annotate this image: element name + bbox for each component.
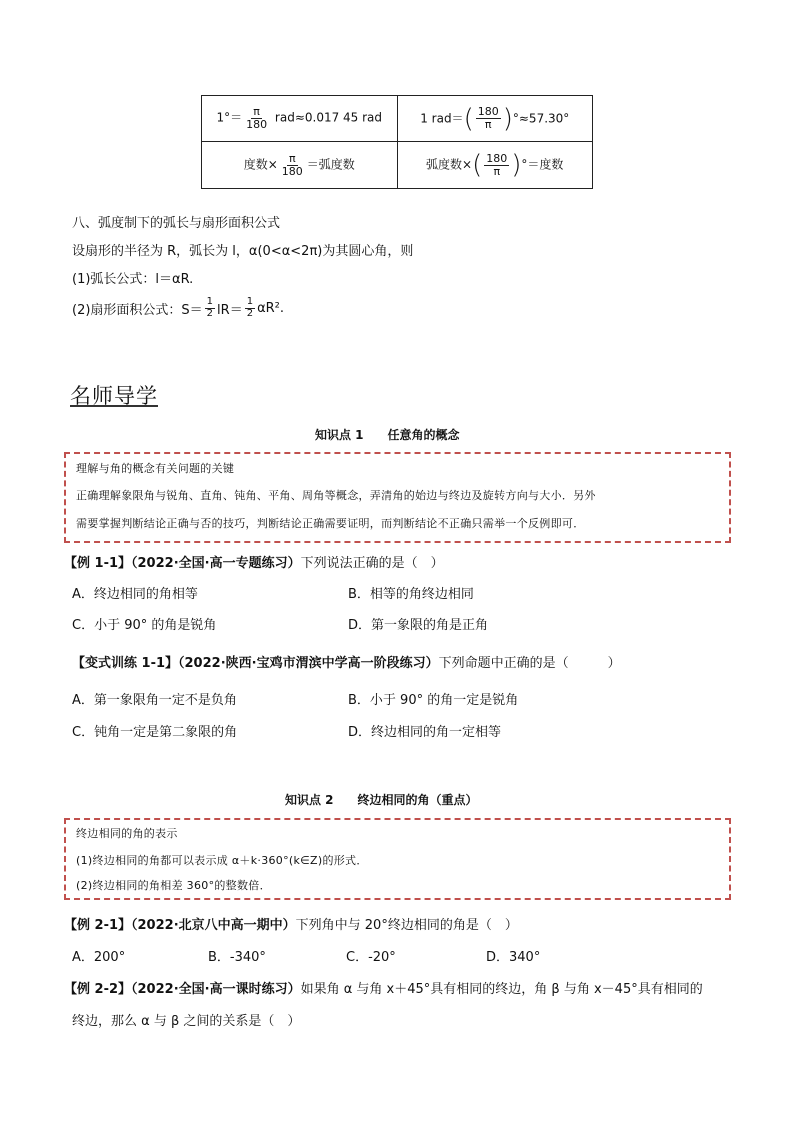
cell-text: °＝度数 xyxy=(521,157,564,172)
denominator: 2 xyxy=(246,307,254,319)
example-source: （2022·全国·高一课时练习） xyxy=(131,982,301,997)
section8-heading: 八、弧度制下的弧长与扇形面积公式 xyxy=(72,216,281,231)
option-d: D．第一象限的角是正角 xyxy=(348,618,489,633)
cell-text: °≈57.30° xyxy=(512,111,570,125)
option-b: B．小于 90° 的角一定是锐角 xyxy=(348,693,519,708)
example-question: 下列命题中正确的是（ ） xyxy=(438,656,621,671)
cell-text: 度数× xyxy=(243,157,278,172)
formula-text: αR². xyxy=(257,300,285,316)
option-c: C．钝角一定是第二象限的角 xyxy=(72,725,238,740)
cell-degree-formula xyxy=(202,142,398,189)
kp2-title: 知识点 2 终边相同的角（重点） xyxy=(285,793,478,807)
example-tag: 【变式训练 1-1】 xyxy=(72,656,179,671)
example-2-1 xyxy=(64,914,518,933)
denominator: 180 xyxy=(281,164,303,178)
cell-text: 1°＝ xyxy=(216,111,243,125)
option-b: B．-340° xyxy=(208,950,266,965)
fraction-half xyxy=(205,297,215,319)
kp2-box-text1: (1)终边相同的角都可以表示成 α＋k·360°(k∈Z)的形式． xyxy=(76,854,368,867)
example-source: （2022·全国·高一专题练习） xyxy=(131,556,301,571)
kp1-box-text1: 正确理解象限角与锐角、直角、钝角、平角、周角等概念，弄清角的始边与终边及旋转方向与大小．另外 xyxy=(76,489,596,502)
example-2-2 xyxy=(64,978,703,997)
kp2-box-text2: (2)终边相同的角相差 360°的整数倍． xyxy=(76,879,271,892)
denominator: 2 xyxy=(206,307,214,319)
numerator: 180 xyxy=(486,151,508,165)
cell-text: rad≈0.017 45 rad xyxy=(271,111,383,125)
example-tag: 【例 2-2】 xyxy=(64,982,132,997)
title-underline xyxy=(70,405,158,407)
numerator: 1 xyxy=(206,296,214,307)
variant-1-1 xyxy=(72,652,621,671)
formula-text: lR＝ xyxy=(217,302,243,318)
example-source: （2022·北京八中高一期中） xyxy=(131,918,296,933)
fraction-half xyxy=(245,297,255,319)
example-question: 下列说法正确的是（ ） xyxy=(300,556,444,571)
option-a: A．200° xyxy=(72,950,126,965)
example-source: （2022·陕西·宝鸡市渭滨中学高一阶段练习） xyxy=(178,656,439,671)
option-c: C．小于 90° 的角是锐角 xyxy=(72,618,217,633)
fraction xyxy=(484,153,509,177)
option-a: A．终边相同的角相等 xyxy=(72,587,198,602)
numerator: π xyxy=(288,151,296,165)
example-tag: 【例 1-1】 xyxy=(64,556,132,571)
numerator: π xyxy=(253,105,260,119)
section-title: 名师导学 xyxy=(70,384,158,408)
kp1-title: 知识点 1 任意角的概念 xyxy=(315,428,460,442)
fraction xyxy=(244,106,269,130)
option-d: D．340° xyxy=(486,950,541,965)
kp1-box-text2: 需要掌握判断结论正确与否的技巧，判断结论正确需要证明，而判断结论不正确只需举一个反例即可． xyxy=(76,517,585,530)
cell-degree-to-rad xyxy=(202,96,398,142)
option-d: D．终边相同的角一定相等 xyxy=(348,725,502,740)
fraction xyxy=(476,106,501,130)
section8-line1: 设扇形的半径为 R，弧长为 l，α(0<α<2π)为其圆心角，则 xyxy=(72,244,414,259)
numerator: 180 xyxy=(477,105,499,119)
cell-rad-to-degree: 1 rad＝( $\frac{180}{\pi}$ )°≈57.30° xyxy=(397,96,593,142)
example-question: 如果角 α 与角 x＋45°具有相同的终边，角 β 与角 x－45°具有相同的 xyxy=(300,982,703,997)
example-tag: 【例 2-1】 xyxy=(64,918,132,933)
example-2-2-continued: 终边，那么 α 与 β 之间的关系是（ ） xyxy=(72,1014,301,1029)
cell-rad-formula: 弧度数×( $\frac{180}{\pi}$ )°＝度数 xyxy=(397,142,593,189)
option-c: C．-20° xyxy=(346,950,396,965)
kp1-note-box xyxy=(64,452,731,543)
denominator: 180 xyxy=(246,118,268,131)
cell-text: 弧度数× xyxy=(426,157,473,172)
kp1-box-heading: 理解与角的概念有关问题的关键 xyxy=(76,462,235,475)
fraction xyxy=(280,153,305,177)
kp2-note-box xyxy=(64,818,731,900)
denominator: π xyxy=(484,118,492,131)
formula-text: (2)扇形面积公式：S＝ xyxy=(72,302,203,318)
conversion-table xyxy=(201,95,593,189)
arc-length-formula: (1)弧长公式：l＝αR. xyxy=(72,272,194,287)
cell-text: ＝弧度数 xyxy=(306,157,355,172)
numerator: 1 xyxy=(246,296,254,307)
sector-area-formula xyxy=(72,297,284,319)
example-question: 下列角中与 20°终边相同的角是（ ） xyxy=(295,918,518,933)
option-a: A．第一象限角一定不是负角 xyxy=(72,693,237,708)
kp2-box-heading: 终边相同的角的表示 xyxy=(76,827,178,840)
option-b: B．相等的角终边相同 xyxy=(348,587,474,602)
denominator: π xyxy=(493,164,501,178)
example-1-1 xyxy=(64,552,444,571)
cell-text: 1 rad＝ xyxy=(420,111,464,125)
